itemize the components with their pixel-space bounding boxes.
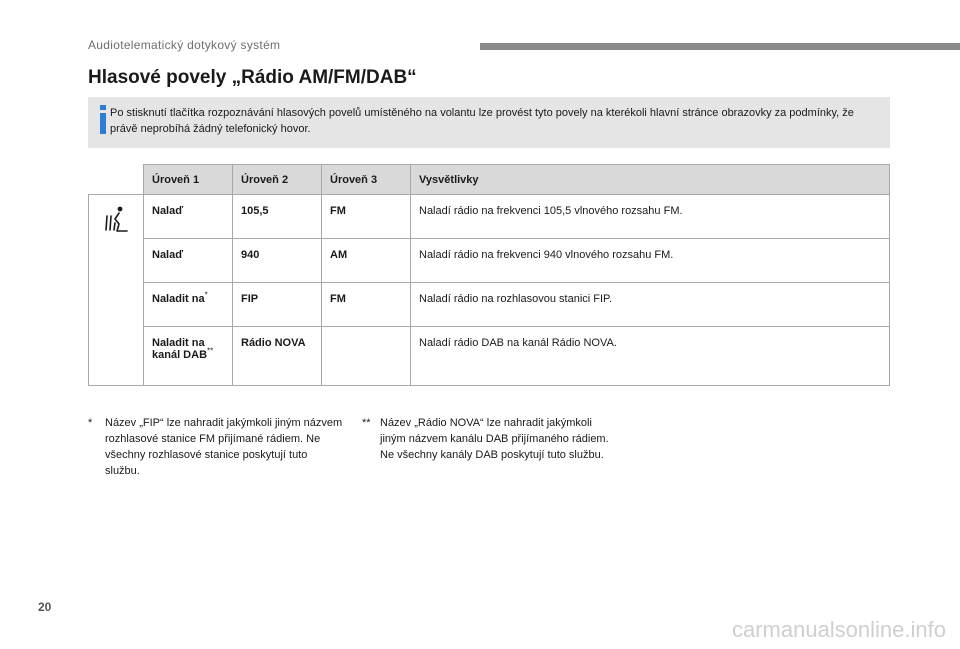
level1-cell: Nalaď <box>144 195 233 239</box>
footnote-mark: * <box>204 290 208 300</box>
section-title: Audiotelematický dotykový systém <box>88 38 281 52</box>
level3-cell <box>322 327 411 386</box>
table-header: Úroveň 1 <box>144 165 233 195</box>
table-header: Úroveň 3 <box>322 165 411 195</box>
page-number: 20 <box>38 600 52 614</box>
table-header: Vysvětlivky <box>411 165 890 195</box>
header-bar <box>480 43 960 50</box>
level1-cell: Naladit na* <box>144 283 233 327</box>
footnote-mark: * <box>88 417 93 429</box>
voice-icon-cell <box>89 195 144 386</box>
table-row <box>89 239 890 283</box>
table-row <box>89 327 890 386</box>
description-cell: Naladí rádio DAB na kanál Rádio NOVA. <box>411 327 890 386</box>
voice-commands-table <box>88 164 890 386</box>
page-title: Hlasové povely „Rádio AM/FM/DAB“ <box>88 67 417 88</box>
table-header: Úroveň 2 <box>233 165 322 195</box>
voice-command-icon <box>103 205 129 233</box>
table-row <box>89 283 890 327</box>
description-cell: Naladí rádio na frekvenci 105,5 vlnového rozsahu FM. <box>411 195 890 239</box>
watermark: carmanualsonline.info <box>731 617 946 642</box>
footnote-mark: ** <box>207 346 214 356</box>
footnote-text: Název „Rádio NOVA“ lze nahradit jakýmkoli jiným názvem kanálu DAB přijímaného rádiem. Ne všechny kanály DAB poskytují tuto službu. <box>380 417 609 461</box>
level3-cell: AM <box>322 239 411 283</box>
level2-cell: 940 <box>233 239 322 283</box>
description-cell: Naladí rádio na frekvenci 940 vlnového rozsahu FM. <box>411 239 890 283</box>
level2-cell: FIP <box>233 283 322 327</box>
level2-cell: Rádio NOVA <box>233 327 322 386</box>
info-icon <box>96 105 110 135</box>
footnote-mark: ** <box>362 417 371 429</box>
footnote-text: Název „FIP“ lze nahradit jakýmkoli jiným názvem rozhlasové stanice FM přijímané rádiem. Ne všechny rozhlasové stanice poskytují tuto službu. <box>105 417 343 477</box>
info-text: Po stisknutí tlačítka rozpoznávání hlasových povelů umístěného na volantu lze provést tyto povely na kterékoli hlavní stránce obrazovky za podmínky, že právě neprobíhá žádný telefonický hovor. <box>110 107 854 135</box>
level1-cell: Naladit na kanál DAB** <box>144 327 233 386</box>
level1-cell: Nalaď <box>144 239 233 283</box>
level3-cell: FM <box>322 195 411 239</box>
table-header-blank <box>89 165 144 195</box>
description-cell: Naladí rádio na rozhlasovou stanici FIP. <box>411 283 890 327</box>
table-row <box>89 195 890 239</box>
table-header-row <box>89 165 890 195</box>
level2-cell: 105,5 <box>233 195 322 239</box>
info-box <box>88 97 890 148</box>
level3-cell: FM <box>322 283 411 327</box>
